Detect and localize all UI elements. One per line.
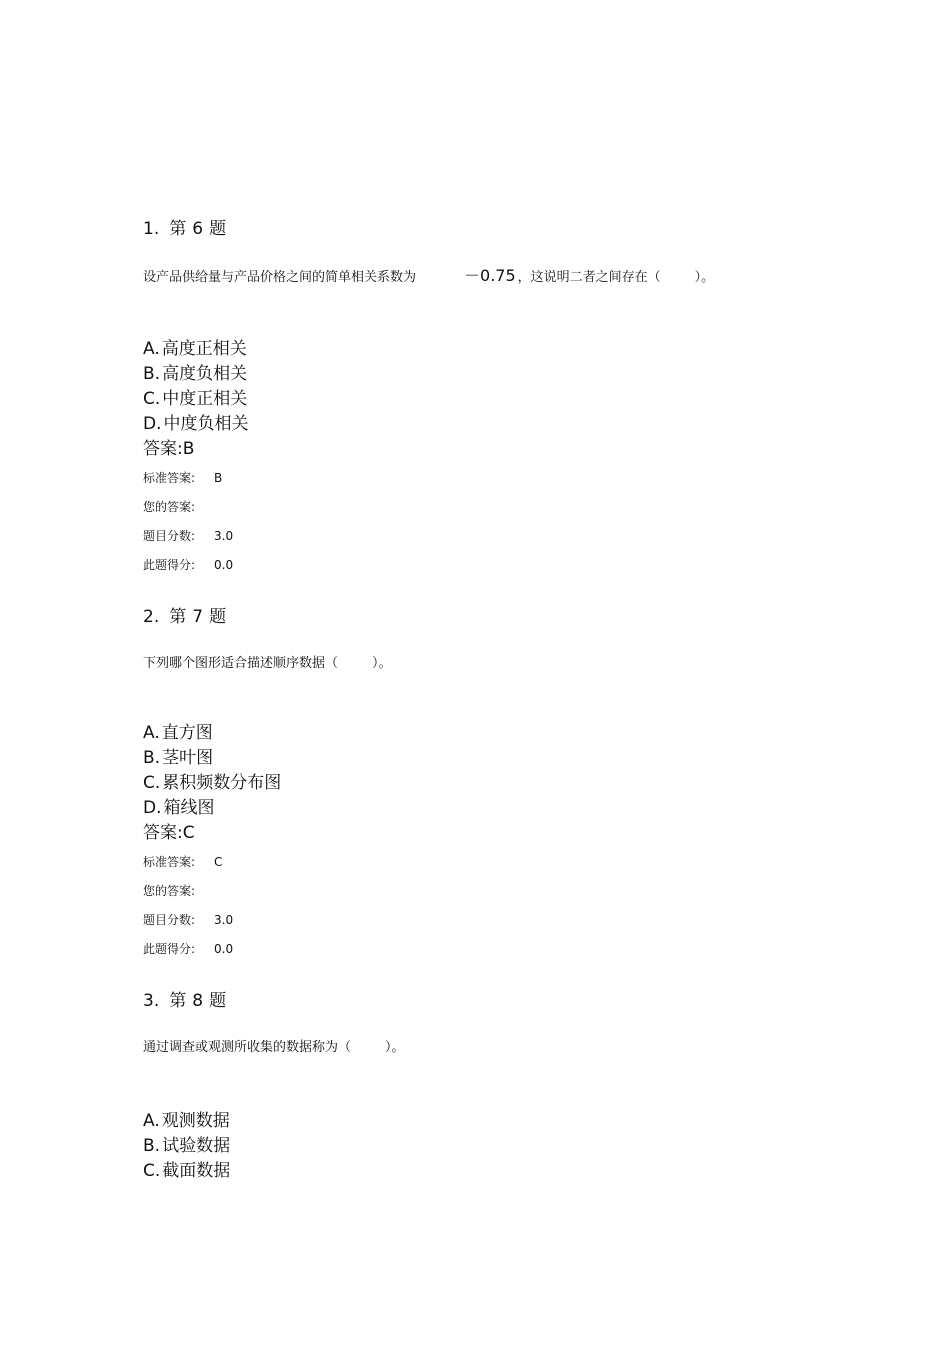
option-c bbox=[143, 1159, 230, 1184]
score-info bbox=[143, 853, 233, 969]
meta-value: 0.0 bbox=[214, 558, 234, 572]
meta-label: 此题得分: bbox=[143, 942, 196, 956]
meta-label: 此题得分: bbox=[143, 558, 196, 572]
option-letter: C. bbox=[143, 389, 161, 409]
score-info bbox=[143, 469, 233, 585]
option-list bbox=[143, 337, 249, 462]
option-text: 茎叶图 bbox=[162, 748, 214, 768]
meta-question-score bbox=[143, 527, 233, 556]
meta-standard-answer bbox=[143, 469, 233, 498]
option-b bbox=[143, 362, 249, 387]
option-text: 中度负相关 bbox=[163, 414, 249, 434]
option-letter: B. bbox=[143, 364, 161, 384]
option-letter: A. bbox=[143, 723, 160, 743]
stem-text: 设产品供给量与产品价格之间的简单相关系数为 bbox=[143, 270, 417, 285]
option-b bbox=[143, 746, 281, 771]
option-text: 高度负相关 bbox=[162, 364, 248, 384]
question-suffix: 题 bbox=[209, 991, 227, 1011]
option-text: 高度正相关 bbox=[161, 339, 247, 359]
meta-label: 标准答案: bbox=[143, 471, 196, 485]
option-list bbox=[143, 721, 281, 846]
option-text: 累积频数分布图 bbox=[162, 773, 282, 793]
meta-earned-score bbox=[143, 940, 233, 969]
option-c bbox=[143, 771, 281, 796]
question-prefix: 第 bbox=[169, 607, 187, 627]
question-title bbox=[143, 991, 226, 1011]
option-text: 直方图 bbox=[161, 723, 213, 743]
option-list bbox=[143, 1109, 230, 1184]
stem-text-after: ，这说明二者之间存在（ bbox=[517, 270, 661, 285]
meta-value: C bbox=[214, 855, 223, 869]
question-index: 7 bbox=[192, 607, 204, 627]
option-a bbox=[143, 721, 281, 746]
option-d bbox=[143, 412, 249, 437]
question-stem bbox=[143, 654, 392, 674]
option-d bbox=[143, 796, 281, 821]
question-number: 2. bbox=[143, 607, 160, 627]
meta-value: 0.0 bbox=[214, 942, 234, 956]
stem-text: 下列哪个图形适合描述顺序数据（ bbox=[143, 656, 339, 671]
question-stem bbox=[143, 1038, 405, 1058]
meta-label: 您的答案: bbox=[143, 884, 196, 898]
option-a bbox=[143, 337, 249, 362]
option-letter: D. bbox=[143, 798, 162, 818]
question-prefix: 第 bbox=[169, 991, 187, 1011]
option-text: 中度正相关 bbox=[162, 389, 248, 409]
option-letter: C. bbox=[143, 773, 161, 793]
option-letter: A. bbox=[143, 339, 160, 359]
option-text: 截面数据 bbox=[162, 1161, 231, 1181]
stem-end: ）。 bbox=[385, 1040, 405, 1055]
question-prefix: 第 bbox=[169, 219, 187, 239]
option-letter: D. bbox=[143, 414, 162, 434]
option-a bbox=[143, 1109, 230, 1134]
meta-value: 3.0 bbox=[214, 529, 234, 543]
meta-earned-score bbox=[143, 556, 233, 585]
meta-value: 3.0 bbox=[214, 913, 234, 927]
question-title bbox=[143, 607, 226, 627]
meta-your-answer bbox=[143, 498, 233, 527]
question-title bbox=[143, 219, 226, 239]
meta-label: 题目分数: bbox=[143, 913, 196, 927]
option-letter: B. bbox=[143, 748, 161, 768]
question-suffix: 题 bbox=[209, 219, 227, 239]
option-text: 箱线图 bbox=[163, 798, 215, 818]
meta-value: B bbox=[214, 471, 223, 485]
option-c bbox=[143, 387, 249, 412]
question-index: 6 bbox=[192, 219, 204, 239]
option-b bbox=[143, 1134, 230, 1159]
meta-label: 题目分数: bbox=[143, 529, 196, 543]
question-suffix: 题 bbox=[209, 607, 227, 627]
meta-label: 您的答案: bbox=[143, 500, 196, 514]
stem-end: ）。 bbox=[694, 270, 715, 285]
option-letter: B. bbox=[143, 1136, 161, 1156]
meta-label: 标准答案: bbox=[143, 855, 196, 869]
question-number: 1. bbox=[143, 219, 160, 239]
option-letter: A. bbox=[143, 1111, 160, 1131]
answer-line: 答案:C bbox=[143, 823, 195, 843]
question-number: 3. bbox=[143, 991, 160, 1011]
question-index: 8 bbox=[192, 991, 204, 1011]
stem-value: －0.75 bbox=[464, 266, 516, 285]
meta-standard-answer bbox=[143, 853, 233, 882]
meta-question-score bbox=[143, 911, 233, 940]
question-stem bbox=[143, 266, 714, 288]
stem-end: ）。 bbox=[372, 656, 392, 671]
option-text: 试验数据 bbox=[162, 1136, 231, 1156]
stem-text: 通过调查或观测所收集的数据称为（ bbox=[143, 1040, 352, 1055]
meta-your-answer bbox=[143, 882, 233, 911]
option-text: 观测数据 bbox=[161, 1111, 230, 1131]
option-letter: C. bbox=[143, 1161, 161, 1181]
answer-line: 答案:B bbox=[143, 439, 195, 459]
